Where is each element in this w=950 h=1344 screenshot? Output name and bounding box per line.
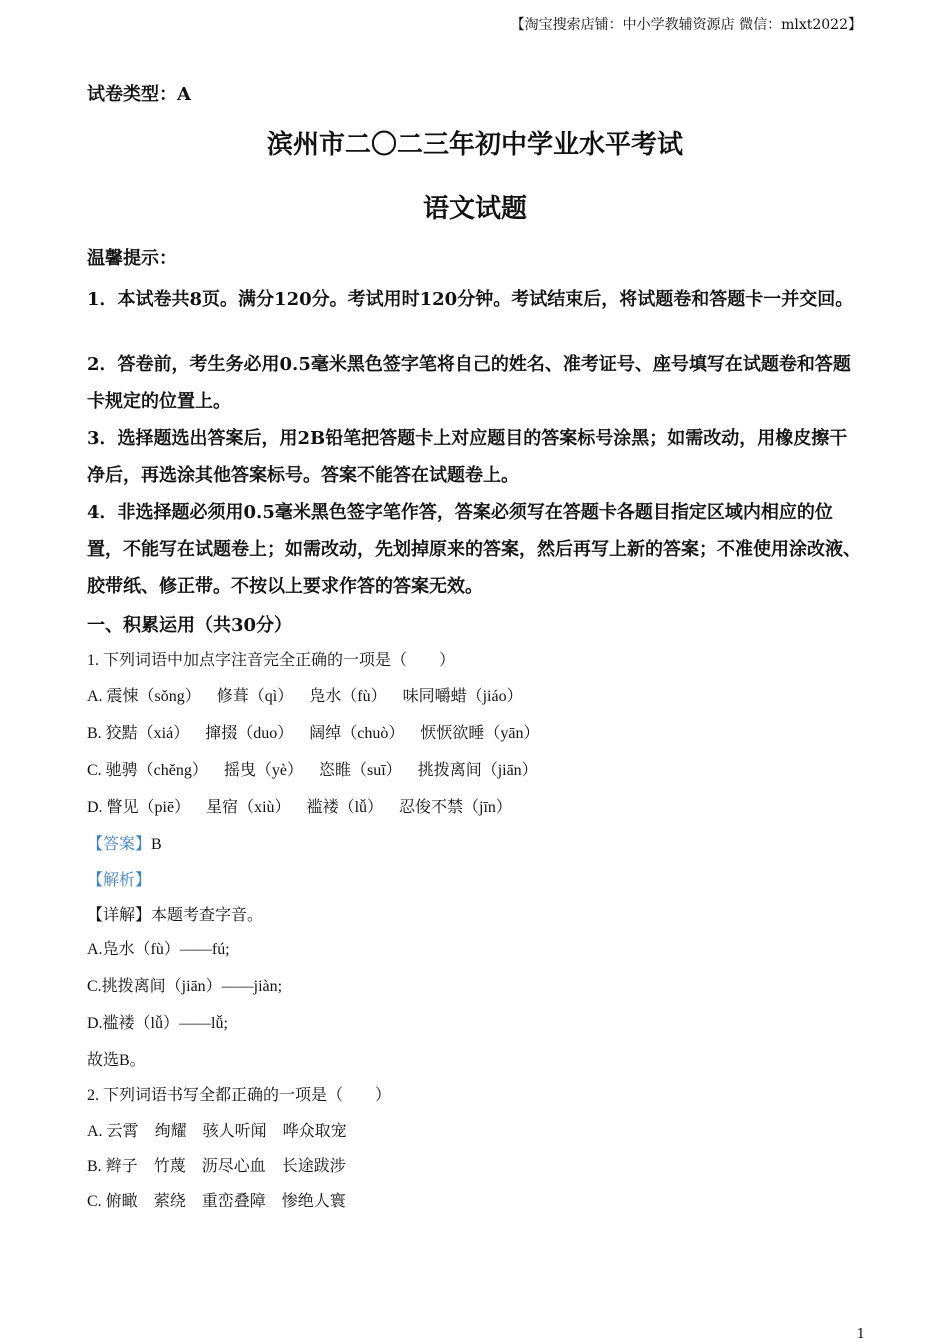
tip-item: 3．选择题选出答案后，用2B铅笔把答题卡上对应题目的答案标号涂黑；如需改动，用橡皮擦干净后，再选涂其他答案标号。答案不能答在试题卷上。 [87, 428, 848, 486]
option-d: D. 瞥见（piē） 星宿（xiù） 褴褛（lǚ） 忍俊不禁（jīn） [87, 799, 512, 816]
option-a: A. 震悚（sǒng） 修葺（qì） 凫水（fù） 味同嚼蜡（jiáo） [87, 688, 523, 705]
analysis-label: 【解析】 [87, 872, 152, 889]
analysis-line: C.挑拨离间（jiān）——jiàn; [87, 978, 283, 995]
tip-item: 2．答卷前，考生务必用0.5毫米黑色签字笔将自己的姓名、准考证号、座号填写在试题卷和答题卡规定的位置上。 [87, 354, 851, 412]
question-stem: 2. 下列词语书写全都正确的一项是（ ） [87, 1087, 392, 1104]
analysis-line: A.凫水（fù）——fú; [87, 941, 230, 958]
detail-line: 【详解】本题考查字音。 [87, 907, 264, 924]
option-c: C. 俯瞰 萦绕 重峦叠障 惨绝人寰 [87, 1193, 346, 1210]
option-c: C. 驰骋（chěng） 摇曳（yè） 恣睢（suī） 挑拨离间（jiān） [87, 762, 538, 779]
option-b: B. 辫子 竹蔑 沥尽心血 长途跋涉 [87, 1158, 346, 1175]
tip-item: 4．非选择题必须用0.5毫米黑色签字笔作答，答案必须写在答题卡各题目指定区域内相应的位置，不能写在试题卷上；如需改动，先划掉原来的答案，然后再写上新的答案；不准使用涂改液、胶带纸、修正带。不按以上要求作答的答案无效。 [87, 502, 861, 597]
answer-line [87, 831, 162, 854]
question-stem: 1. 下列词语中加点字注音完全正确的一项是（ ） [87, 652, 456, 669]
option-a: A. 云霄 绚耀 骇人听闻 哗众取宠 [87, 1123, 347, 1140]
exam-title: 滨州市二〇二三年初中学业水平考试 [266, 130, 683, 160]
answer-label: 【答案】 [87, 836, 152, 853]
tip-item: 1．本试卷共8页。满分120分。考试用时120分钟。考试结束后，将试题卷和答题卡一并交回。 [87, 289, 854, 310]
page-number: 1 [856, 1327, 865, 1342]
tips-heading: 温馨提示： [87, 248, 177, 269]
exam-type: 试卷类型：A [87, 84, 191, 105]
analysis-line: D.褴褛（lǚ）——lǚ; [87, 1015, 228, 1032]
option-b: B. 狡黠（xiá） 撺掇（duo） 阔绰（chuò） 恹恹欲睡（yān） [87, 725, 540, 742]
exam-subtitle: 语文试题 [422, 194, 527, 224]
analysis-line: 故选B。 [87, 1052, 146, 1069]
section-heading: 一、积累运用（共30分） [87, 615, 293, 636]
answer-value: B [151, 836, 162, 853]
page-header: 【淘宝搜索店铺：中小学教辅资源店 微信：mlxt2022】 [510, 17, 862, 33]
